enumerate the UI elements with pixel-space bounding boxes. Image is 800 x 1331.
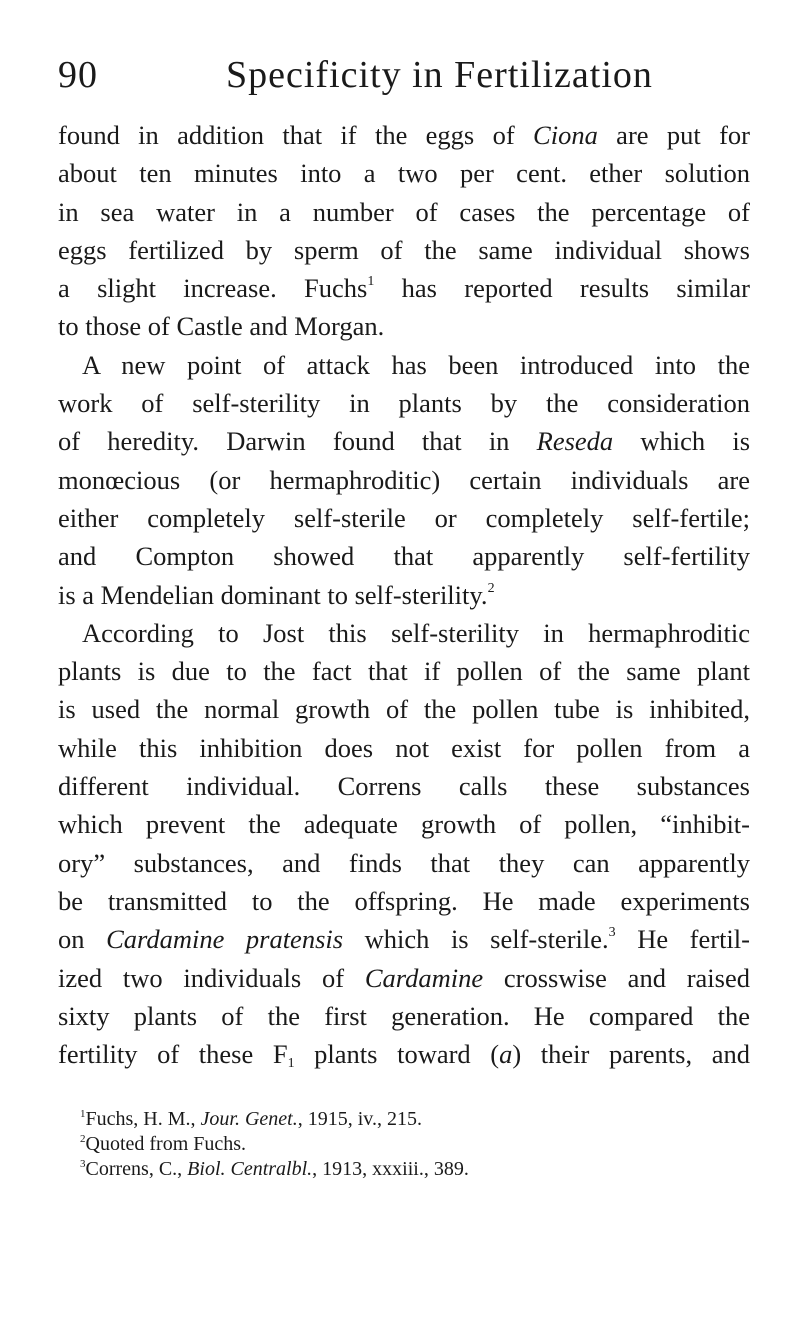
text-line: which prevent the adequate growth of pollen, “inhibit- [58,809,750,840]
page-header [58,52,750,104]
footnote-ref: 1 [367,274,375,290]
text-line: of heredity. Darwin found that in Reseda which is [58,426,751,457]
text-line: plants is due to the fact that if pollen of the same plant [58,656,750,687]
footnote-2: $^2$Quoted from Fuchs. [80,1133,247,1156]
text-line: while this inhibition does not exist for pollen from a [58,732,750,763]
footnote-1: $^1$Fuchs, H. M., Jour. Genet., 1915, iv., 215. [80,1108,422,1131]
text-line: eggs fertilized by sperm of the same individual shows [58,234,750,265]
text-line: found in addition that if the eggs of Ciona are put for [58,120,750,150]
text-line: ory” substances, and finds that they can apparently [58,847,750,878]
text-line: be transmitted to the offspring. He made experiments [58,885,750,916]
footnote-3: $^3$Correns, C., Biol. Centralbl., 1913, xxxiii., 389. [80,1158,469,1181]
footnote-ref: 2 [487,580,495,596]
text-line: a slight increase. Fuchs$^1$ has reported results similar [58,273,750,304]
text-line: sixty plants of the first generation. He compared the [58,1000,750,1031]
text-line: either completely self-sterile or completely self-fertile; [58,502,750,533]
body-text [58,116,750,1073]
running-title: Specificity in Fertilization [226,54,653,96]
text-line: A new point of attack has been introduced into the [82,349,750,380]
text-line: to those of Castle and Morgan. [58,311,385,342]
footnote-ref: 3 [608,925,616,941]
page-number: 90 [58,54,98,96]
text-line: is used the normal growth of the pollen tube is inhibited, [58,694,750,725]
text-line: fertility of these $F_1$ plants toward (a) their parents, and [58,1039,750,1072]
text-line: According to Jost this self-sterility in hermaphroditic [82,617,750,648]
text-line: ized two individuals of Cardamine crosswise and raised [58,962,750,993]
text-line: about ten minutes into a two per cent. ether solution [58,158,750,189]
book-page [58,52,750,1182]
text-line: on Cardamine pratensis which is self-sterile.$^3$ He fertil- [58,924,750,955]
text-line: monœcious (or hermaphroditic) certain individuals are [58,464,750,495]
text-line: in sea water in a number of cases the percentage of [58,196,750,227]
text-line: work of self-sterility in plants by the consideration [58,388,750,419]
text-line: different individual. Correns calls these substances [58,771,750,802]
text-line: is a Mendelian dominant to self-sterility.$^2$ [58,579,495,610]
footnotes [58,1107,750,1182]
text-line: and Compton showed that apparently self-fertility [58,541,750,572]
